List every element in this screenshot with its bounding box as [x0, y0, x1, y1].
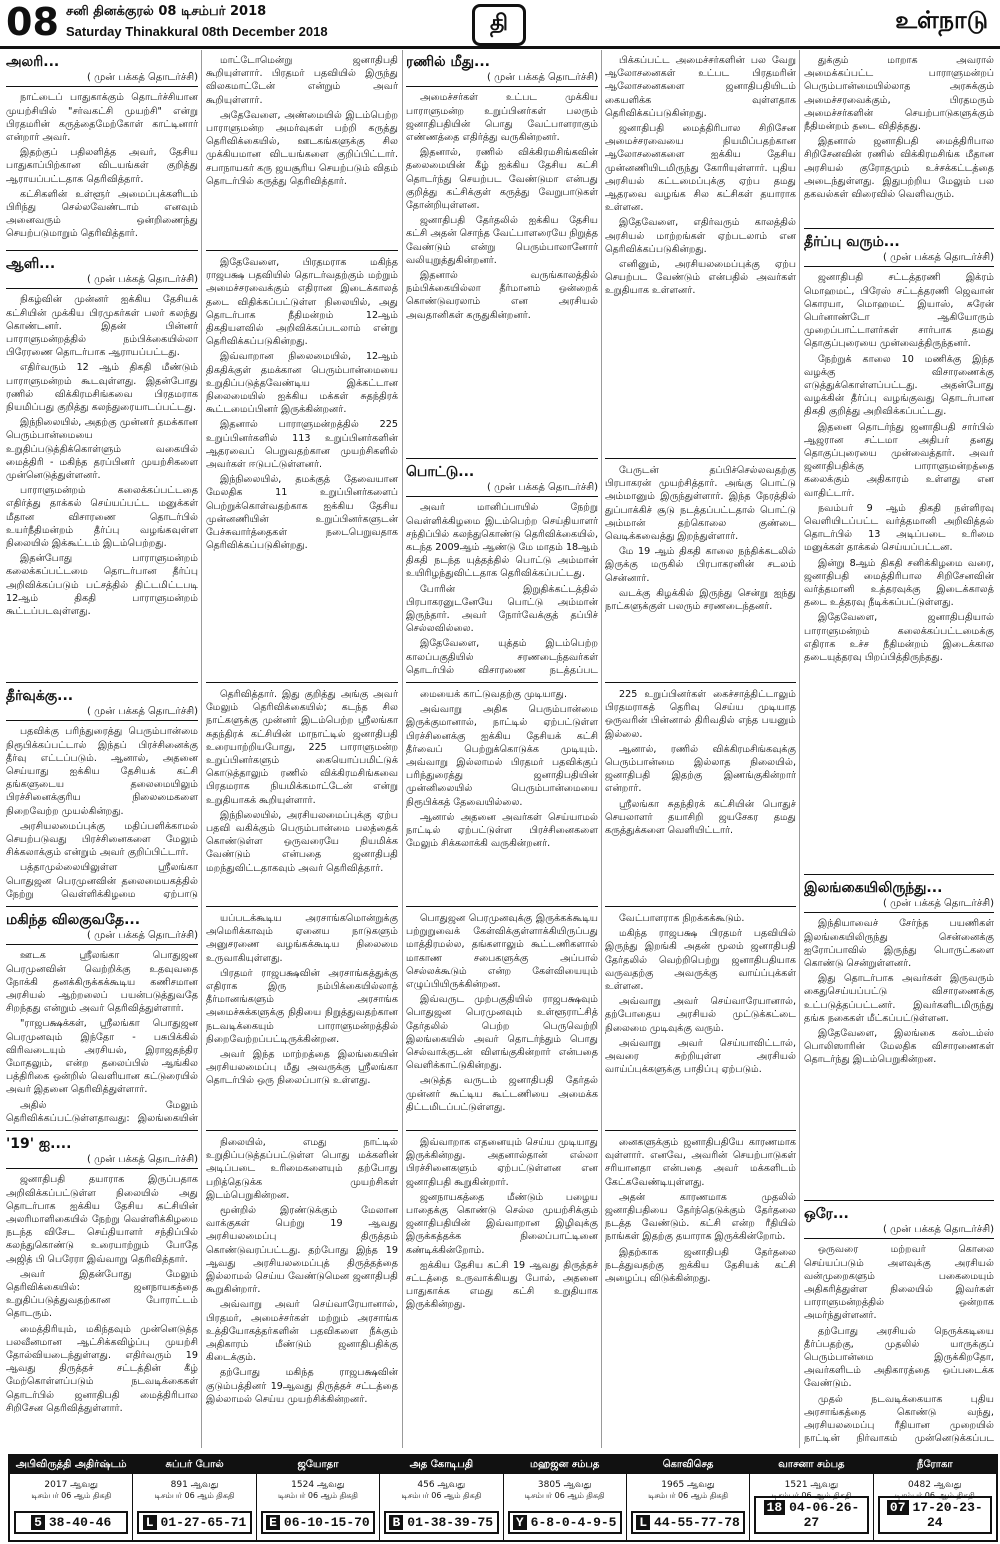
article-paragraph: இன்று 8ஆம் திகதி சனிக்கிழமை வரை, ஜனாதிபதி மைத்திரிபால சிறிசேனவின் வர்த்தமானி உத்தரவுக்கு இடைக்காலத் தடை உத்தரவு நீடிக்கப்பட்டுள்ளது. — [804, 557, 994, 609]
article-paragraph: துக்கும் மாறாக அவரால் அமைக்கப்பட்ட பாராளுமன்றப் பெரும்பான்மையில்லாத அரசுக்கும் அமைச்சரவைக்கும், பிரதமரும் அமைச்சர்களின் செயற்பாடுகளுக்கும் நீதிமன்றம் தடை விதித்தது. — [804, 55, 994, 133]
lottery-number: 04-06-26-27 — [789, 1500, 860, 1530]
article-paragraph: முதல் நடவடிக்கையாக புதிய அரசாங்கத்தை கொண்டு வந்து, அரசியலமைப்பு ரீதியான முறையில் நாட்டின் நிர்வாகம் முன்னெடுக்கப்பட — [804, 1393, 994, 1445]
article-kicker: ஆளி... — [6, 256, 56, 272]
tamil-date: சனி தினக்குரல் 08 டிசம்பர் 2018 — [66, 4, 267, 19]
lottery-prefix: 18 — [764, 1500, 786, 1515]
article-paragraph: அமைச்சர்கள் உட்பட முக்கிய பாராளுமன்ற உறுப்பினர்கள் பலரும் ஜனாதிபதியின் பொது வேட்பாளராகும் எண்ணத்தை எதிர்த்து வருகின்றனர். — [406, 92, 598, 144]
article-paragraph: "ராஜபக்ஷக்கள், ஸ்ரீலங்கா பொதுஜன பெரமுனவும் இந்தோ - பசுபிக்கில் விரிவடையும் அரசியல், இராஜதந்திர மோதலும், என்ற தலைப்பில் ஆங்கில பத்திரிகை ஒன்றில் வெளியான கட்டுரையில் அவர் இதனை தெரிவித்துள்ளார். — [6, 1018, 198, 1096]
article-paragraph: இதேவேளை, யுத்தம் இடம்பெற்ற காலப்பகுதியில் சரணடைந்தவர்கள் தொடர்பில் விசாரணை நடத்தப்பட — [406, 638, 598, 676]
article-paragraph: இந்நிலையில், தமக்குத் தேவையான மேலதிக 11 உறுப்பினர்களைப் பெற்றுக்கொள்வதற்காக ஐக்கிய தேசிய முன்னணியின் உறுப்பினர்களுடன் பேச்சுவார்த்தைகள் நடைபெறுவதாக தெரிவிக்கப்படுகின்றது. — [206, 474, 398, 552]
lottery-number: 01-27-65-71 — [160, 1515, 247, 1530]
lottery-number: 01-38-39-75 — [407, 1515, 494, 1530]
article-paragraph: இதற்குப் பதிலளித்த அவர், தேசிய பாதுகாப்பிற்கான விடயங்கள் குறித்து ஆராயப்பட்டதாக தெரிவித்தார். — [6, 147, 198, 185]
lottery-date: டிசம்பர் 06 ஆம் திகதி — [894, 1491, 975, 1500]
article-paragraph: தற்போது அரசியல் நெருக்கடியை தீர்ப்பதற்கு, முதலில் யாருக்குப் பெரும்பான்மை இருக்கிறதோ, அவர்களிடம் அதிகாரத்தை ஒப்படைக்க வேண்டும். — [804, 1325, 994, 1390]
article-paragraph: இதேவேளை, பிரதமராக மகிந்த ராஜபக்ஷ பதவியில் தொடர்வதற்கும் மற்றும் அமைச்சரவைக்கும் எதிரான இடைக்காலத் தடை விதிக்கப்பட்டுள்ள நிலையில், அது தொடர்பாக நீதிமன்றம் 12ஆம் திகதியளவில் அறிவிக்கப்படலாம் என்று தெரிவிக்கப்படுகின்றது. — [206, 257, 398, 348]
lottery-draw: 891 ஆவது — [170, 1480, 219, 1490]
article-paragraph: அதில் மேலும் தெரிவிக்கப்பட்டுள்ளதாவது: இலங்கையின் — [6, 1099, 198, 1124]
lottery-result — [261, 1511, 375, 1534]
article-paragraph: தெரிவித்தார். இது குறித்து அங்கு அவர் மேலும் தெரிவிக்கையில்; கடந்த சில நாட்களுக்கு முன்னர் இடம்பெற்ற ஸ்ரீலங்கா சுதந்திரக் கட்சியின் மாநாட்டில் ஜனாதிபதி உரையாற்றியபோது, 225 பாராளுமன்ற உறுப்பினர்களும் கையொப்பமிட்டுக் கொடுத்தாலும் ரணில் விக்கிரமசிங்கவை பிரதமராக நியமிக்கமாட்டேன் என்று உறுதியாகக் கூறியுள்ளார். — [206, 689, 398, 806]
article-col3-e — [406, 1136, 598, 1446]
lottery-draw: 0482 ஆவது — [908, 1480, 962, 1490]
article-paragraph: 225 உறுப்பினர்கள் கைச்சாத்திட்டாலும் பிரதமராகத் தெரிவு செய்ய முடியாத ஒருவரின் பின்னால் திரிவதில் எந்த பயனும் இல்லை. — [605, 689, 796, 740]
lottery-name: சுப்பர் போல் — [133, 1456, 255, 1474]
lottery-draw: 3805 ஆவது — [537, 1480, 592, 1490]
lottery-date: டிசம்பர் 06 ஆம் திகதி — [771, 1491, 852, 1500]
continued-label: ( முன் பக்கத் தொடர்ச்சி) — [6, 1153, 198, 1169]
lottery-result — [137, 1511, 251, 1534]
article-col4-d — [605, 912, 796, 1126]
lottery-date: டிசம்பர் 06 ஆம் திகதி — [31, 1491, 112, 1500]
article-paragraph: மையைக் காட்டுவதற்கு முடியாது. — [420, 689, 568, 700]
article-paragraph: அரசியலமைப்புக்கு மதிப்பளிக்காமல் செயற்படுவது பிரச்சினைகளை மேலும் சிக்கலாக்கும் என்றும் அவர் குறிப்பிட்டார். — [6, 820, 198, 859]
article-paragraph: இவ்வாறாக எதனையும் செய்ய முடியாது இருக்கின்றது. அதனால்தான் எல்லா பிரச்சினைகளும் ஏற்பட்டுள்ளன என ஜனாதிபதி கூறுகின்றார். — [406, 1137, 598, 1188]
article-col4-c — [605, 688, 796, 902]
article-paragraph: ஜனாதிபதி தயாராக இருப்பதாக அறிவிக்கப்பட்டுள்ள நிலையில் அது தொடர்பாக ஐக்கிய தேசிய கட்சியின் அலரிமாளிகையில் நேற்று வெள்ளிக்கிழமை நடந்த விசேட செய்தியாளர் சந்திப்பில் கலந்துகொண்டு உரையாற்றும் போதே அஜித் பி பெரேரா இவ்வாறு தெரிவித்தார். — [6, 1174, 198, 1265]
article-paragraph: வேட்பாளராக நிறக்கக்கூடும். — [619, 913, 745, 924]
article-paragraph: நேற்றுக் காலை 10 மணிக்கு இந்த வழக்கு விசாரணைக்கு எடுத்துக்கொள்ளப்பட்டது. அதன்போது வழக்கின் தீர்ப்பு வழங்குவது தொடர்பான திகதி குறித்து அறிவிக்கப்பட்டது. — [804, 353, 994, 418]
article-paragraph: பொதுஜன பெரமுனவுக்கு இருக்கக்கூடிய பற்றுறுவைக் கேள்விக்குள்ளாக்கியிருப்பது மாத்திரமல்ல, தங்களாலும் கூட்டணிகளால் மாகாண சபைகளுக்கு அப்பால் செல்லக்கூடும் என்ற கேள்வியையும் எழுப்பியிருக்கின்றன. — [406, 913, 598, 991]
article-paragraph: நிகழ்வின் முன்னர் ஐக்கிய தேசியக் கட்சியின் முக்கிய பிரமுகர்கள் பலர் கலந்து கொண்டனர். இதன் பின்னர் பாராளுமன்றத்தில் நம்பிக்கையில்லா பிரேரணை தொடர்பாக ஆராயப்பட்டது. — [6, 294, 198, 359]
article-col2-c — [206, 688, 398, 902]
lottery-result — [14, 1511, 128, 1534]
article-paragraph: மூன்றில் இரண்டுக்கும் மேலான வாக்குகள் பெற்று 19 ஆவது அரசியலமைப்பு திருத்தம் கொண்டுவரப்பட்டது. தற்போது இந்த 19 ஆவது அரசியலமைப்புத் திருத்தத்தை இல்லாமல் செய்ய வேண்டுமென ஜனாதிபதி கூறுகின்றார். — [206, 1205, 398, 1296]
lottery-item — [504, 1456, 627, 1540]
article-paragraph: போரின் இறுதிக்கட்டத்தில் பிரபாகரனுடனேயே பொட்டு அம்மான் இருந்தார். அவர் நோர்வேக்குத் தப்பிச் செல்லவில்லை. — [406, 583, 598, 635]
page-header — [0, 0, 1000, 49]
continued-label: ( முன் பக்கத் தொடர்ச்சி) — [6, 929, 198, 945]
article-paragraph: அவர் இந்த மாற்றத்தை இலங்கையின் அரசியலமைப்பு மீது அவருக்கு ஸ்ரீலங்கா தொடர்பில் ஒரு நிலைப்பாடு உள்ளது. — [206, 1049, 398, 1087]
lottery-name: அத கோடிபதி — [380, 1456, 502, 1474]
lottery-name: மஹஜன சம்பத — [504, 1456, 626, 1474]
article-paragraph: மாட்டோமென்று ஜனாதிபதி கூறியுள்ளார். பிரதமர் பதவியில் இருந்து விலகமாட்டேன் என்றும் அவர் கூறியுள்ளார். — [206, 55, 398, 106]
lottery-item — [380, 1456, 503, 1540]
article-paragraph: இதனால் வருங்காலத்தில் நம்பிக்கையில்லா தீர்மானம் ஒன்றைக் கொண்டுவரலாம் என அரசியல் அவதானிகள் கருதுகின்றனர். — [406, 270, 598, 321]
article-paragraph: மே 19 ஆம் திகதி காலை நந்திக்கடலில் இருக்கு மருகில் பிரபாகரனின் சடலம் சென்னார். — [605, 546, 796, 584]
article-paragraph: ஆனால், ரணில் விக்கிரமசிங்கவுக்கு பெரும்பான்மை இல்லாத நிலையில், ஜனாதிபதி இதற்கு இணங்குகின்றார் என்றார். — [605, 743, 796, 795]
article-kicker: ஒரே... — [804, 1206, 849, 1222]
article-paragraph: இதற்காக ஜனாதிபதி தேர்தலை நடத்துவதற்கு ஐக்கிய தேசியக் கட்சி அழைப்பு விடுக்கின்றது. — [605, 1246, 796, 1285]
article-paragraph: இவ்வாறான நிலைமையில், 12ஆம் திகதிக்குள் தமக்கான பெரும்பான்மையை உறுதிப்படுத்தவேண்டிய இக்கட்டான நிலைமையில் ஐக்கிய மக்கள் சுதந்திரக் கூட்டமைப்பினர் இருக்கின்றனர். — [206, 351, 398, 416]
continued-label: ( முன் பக்கத் தொடர்ச்சி) — [6, 71, 198, 87]
article-col2-b — [206, 256, 398, 678]
article-col3-c — [406, 688, 598, 902]
lottery-result — [631, 1511, 745, 1534]
article-paragraph: இதேவேளை, எதிர்வரும் காலத்தில் அரசியல் மாற்றங்கள் ஏற்படலாம் என தெரிவிக்கப்படுகின்றது. — [605, 217, 796, 255]
article-paragraph: அவ்வாறு அவர் செய்யாவிட்டால், அவரை சுற்றியுள்ள அரசியல் வாய்ப்புக்களுக்கு பாதிப்பு ஏற்படும். — [605, 1037, 796, 1076]
article-kicker: ரணில் மீது... — [406, 54, 490, 70]
article-paragraph: பதவிக்கு பரிந்துரைத்து பெரும்பான்மை நிரூபிக்கப்பட்டால் இந்தப் பிரச்சினைக்கு தீர்வு எட்டப்படும். ஆனால், அதனை செய்யாது ஐக்கிய தேசியக் கட்சி தங்களுடைய தலைமையிலும் பிரச்சினைக்குரிய நிலைமைகளை நிறைவேற்ற முயல்கின்றது. — [6, 726, 198, 817]
lottery-date: டிசம்பர் 06 ஆம் திகதி — [648, 1491, 729, 1500]
article-paragraph: பத்தாமுல்லையிலுள்ள ஸ்ரீலங்கா பொதுஜன பெரமுனவின் தலைமையகத்தில் நேற்று வெள்ளிக்கிழமை ஏற்பாடு — [6, 862, 198, 900]
lottery-prefix: E — [266, 1515, 280, 1530]
lottery-number: 6-8-0-4-9-5 — [530, 1515, 617, 1530]
article-paragraph: இந்நிலையில், அதற்கு முன்னர் தமக்கான பெரும்பான்மையை உறுதிப்படுத்திக்கொள்ளும் வகையில் மைத்திரி - மகிந்த தரப்பினர் முயற்சிகளை முன்னெடுத்துள்ளனர். — [6, 417, 198, 482]
lottery-date: டிசம்பர் 06 ஆம் திகதி — [524, 1491, 605, 1500]
lottery-name: கொவிசெத — [627, 1456, 749, 1474]
article-paragraph: அவ்வாறு அவர் செய்வாரேயானால், பிரதமர், அமைச்சர்கள் மற்றும் அரசாங்க உத்தியோகத்தர்களின் பதவிகளை நீக்கும் அதிகாரம் மீண்டும் ஜனாதிபதிக்கு கிடைக்கும். — [206, 1299, 398, 1364]
article-paragraph: ஸ்ரீலங்கா சுதந்திரக் கட்சியின் பொதுச் செயலாளர் தயாசிறி ஜயசேகர தமது கருத்துக்களை வெளியிட்டார். — [605, 798, 796, 837]
lottery-draw: 1521 ஆவது — [784, 1480, 839, 1490]
article-paragraph: அவ்வாறு அவர் செய்வாரேயானால், தற்போதைய அரசியல் முட்டுக்கட்டை நிலைமை முடிவுக்கு வரும். — [605, 996, 796, 1034]
lottery-number: 17-20-23-24 — [912, 1500, 983, 1530]
article-paragraph: ஜனாதிபதி சட்டத்தரணி இக்ரம் மொஹமட், பிரேஸ் சட்டத்தரணி ஜெவான் கொரயா, மொஹமட் இயாஸ், சுரேன் பெர்னாண்டோ ஆகியோரும் முறைப்பாட்டாளர்கள் சார்பாக தமது தொகுப்புரையை முன்வைத்திருந்தனர். — [804, 272, 994, 350]
lottery-name: ஜயோதா — [257, 1456, 379, 1474]
column-divider — [601, 50, 602, 1448]
article-paragraph: ஐக்கிய தேசிய கட்சி 19 ஆவது திருத்தச் சட்டத்தை உருவாக்கியது போல், அதனை பாதுகாக்க எமது கட்சி உறுதியாக இருக்கின்றது. — [406, 1259, 598, 1311]
article-aali — [6, 256, 198, 678]
article-paragraph: வடக்கு கிழக்கில் இருந்து சென்று ஐந்து நாட்களுக்குள் பலரும் சரணடைந்தனர். — [605, 587, 796, 613]
lottery-draw: 456 ஆவது — [417, 1480, 466, 1490]
lottery-number: 38-40-46 — [48, 1515, 112, 1530]
lottery-prefix: 07 — [887, 1500, 909, 1515]
lottery-name: நீரோகா — [874, 1456, 996, 1474]
article-kicker: மகிந்த விலகுவதே... — [6, 912, 141, 928]
article-paragraph: பிரதமர் ராஜபக்ஷவின் அரசாங்கத்துக்கு எதிராக இரு நம்பிக்கையில்லாத் தீர்மானங்களும் அரசாங்க அமைச்சுக்களுக்கு நிதியை நிறுத்துவதற்கான நடவடிக்கையும் பாராளுமன்றத்தில் நிறைவேற்றப்பட்டிருக்கின்றன. — [206, 967, 398, 1045]
article-col4-a — [605, 54, 796, 454]
article-paragraph: ஜனநாயகத்தை மீண்டும் பழைய பாதைக்கு கொண்டு செல்ல முயற்சிக்கும் ஜனாதிபதியின் இவ்வாறான இழிவுக்கு இருக்கத்தக்க நிலைப்பாட்டினை கண்டிக்கின்றோம். — [406, 1191, 598, 1256]
column-divider — [201, 50, 202, 1448]
article-paragraph: எனினும், அரசியலமைப்புக்கு ஏற்ப செயற்பட வேண்டும் என்பதில் அவர்கள் உறுதியாக உள்ளனர். — [605, 259, 796, 297]
lottery-draw: 1524 ஆவது — [291, 1480, 345, 1490]
article-paragraph: பாராளுமன்றம் கலைக்கப்பட்டதை எதிர்த்து தாக்கல் செய்யப்பட்ட மனுக்கள் மீதான விசாரணை தொடர்பில் உயர்நீதிமன்றம் தீர்ப்பு வழங்கவுள்ள நிலையில் இக்கூட்டம் இடம்பெற்றது. — [6, 485, 198, 550]
newspaper-logo: தி — [472, 4, 526, 46]
continued-label: ( முன் பக்கத் தொடர்ச்சி) — [406, 481, 598, 497]
lottery-results-strip — [8, 1454, 998, 1542]
article-paragraph: நவம்பர் 9 ஆம் திகதி நள்ளிரவு வெளியிடப்பட்ட வர்த்தமானி அறிவித்தல் தொடர்பில் 13 அடிப்படை உரிமை மனுக்கள் தாக்கல் செய்யப்பட்டன. — [804, 502, 994, 554]
article-paragraph: எதிர்வரும் 12 ஆம் திகதி மீண்டும் பாராளுமன்றம் கூடவுள்ளது. இதன்போது ரணில் விக்கிரமசிங்கவை பிரதமராக நியமிப்பது குறித்து கலந்துரையாடப்பட்டது. — [6, 362, 198, 414]
article-paragraph: இதனால், ரணில் விக்கிரமசிங்கவின் தலைமையின் கீழ் ஐக்கிய தேசிய கட்சி தொடர்ந்து செயற்பட வேண்டுமா என்பது குறித்து கட்சிக்குள் கருத்து வேறுபாடுகள் தோன்றியுள்ளன. — [406, 147, 598, 212]
lottery-date: டிசம்பர் 06 ஆம் திகதி — [401, 1491, 482, 1500]
article-ranil — [406, 54, 598, 454]
continued-label: ( முன் பக்கத் தொடர்ச்சி) — [406, 71, 598, 87]
article-paragraph: இந்நிலையில், அரசியலமைப்புக்கு ஏற்ப பதவி வகிக்கும் பெரும்பான்மை பலத்தைக் கொண்டுள்ள ஒருவரையே நியமிக்க வேண்டும் என்பதை ஜனாதிபதி மறந்துவிட்டதாகவும் அவர் தெரிவித்தார். — [206, 809, 398, 874]
lottery-item — [133, 1456, 256, 1540]
column-divider — [799, 50, 800, 1448]
lottery-prefix: B — [389, 1515, 403, 1530]
article-paragraph: இவ்வருட முற்பகுதியில் ராஜபக்ஷவும் பொதுஜன பெரமுனவும் உள்ளூராட்சித் தேர்தலில் பெற்ற பெருவெற்றி இலங்கையில் அவர் தொடர்ந்தும் பொது செல்வாக்குடன் விளங்குகின்றார் என்பதை வெளிக்காட்டுகின்றது. — [406, 994, 598, 1072]
article-paragraph: இதன்போது பாராளுமன்றம் கலைக்கப்பட்டமை தொடர்பான தீர்ப்பு அறிவிக்கப்படும் பட்சத்தில் திட்டமிட்டபடி 12ஆம் திகதி பாராளுமன்றம் கூட்டப்படவுள்ளது. — [6, 553, 198, 618]
article-paragraph: ஊடக ஸ்ரீலங்கா பொதுஜன பெரமுனவின் வெற்றிக்கு உதவுவதை நோக்கி தனக்கிருக்கக்கூடிய கணிசமான அரசியல் ஆற்றலைப் பயன்படுத்துவதே சிறந்தது என்றும் அவர் தெரிவித்துள்ளார். — [6, 950, 198, 1015]
continued-label: ( முன் பக்கத் தொடர்ச்சி) — [6, 273, 198, 289]
english-date: Saturday Thinakkural 08th December 2018 — [66, 24, 328, 39]
lottery-result — [384, 1511, 498, 1534]
article-paragraph: யப்படக்கூடிய அரசாங்கமொன்றுக்கு அமெரிக்காவும் ஏனைய நாடுகளும் அனுசரணை வழங்கக்கூடிய நிலைமை உருவாகியுள்ளது. — [206, 913, 398, 964]
article-theerpu — [804, 234, 994, 870]
lottery-date: டிசம்பர் 06 ஆம் திகதி — [277, 1491, 358, 1500]
lottery-prefix: L — [636, 1515, 650, 1530]
article-paragraph: நாட்டைப் பாதுகாக்கும் தொடர்ச்சியான முயற்சியில் "சர்வகட்சி முயற்சி" என்று பிரதமரின் கருத்தைமேற்கோள் காட்டினார் என்றார் அவர். — [6, 92, 198, 144]
page-number: 08 — [6, 0, 59, 44]
article-kicker: அலரி... — [6, 54, 60, 70]
article-pottu — [406, 464, 598, 678]
lottery-result — [878, 1496, 992, 1534]
article-paragraph: னைகளுக்கும் ஜனாதிபதியே காரணமாக வுள்ளார். எனவே, அவரின் செயற்பாடுகள் சரியானதா என்பதை அவர் மக்களிடம் கேட்கவேண்டியுள்ளது. — [605, 1137, 796, 1188]
article-col2-e — [206, 1136, 398, 1446]
lottery-number: 44-55-77-78 — [654, 1515, 740, 1530]
continued-label: ( முன் பக்கத் தொடர்ச்சி) — [804, 897, 994, 913]
lottery-prefix: L — [143, 1515, 157, 1530]
article-col2-a — [206, 54, 398, 250]
article-kicker: தீர்வுக்கு... — [6, 688, 74, 704]
lottery-item — [874, 1456, 996, 1540]
column-divider — [402, 50, 403, 1448]
article-paragraph: அதன் காரணமாக முதலில் ஜனாதிபதியை தேர்ந்தெடுக்கும் தேர்தலை நடத்த வேண்டும். கட்சி என்ற ரீதியில் நாங்கள் இதற்கு தயாராக இருக்கின்றோம். — [605, 1191, 796, 1243]
article-kicker: '19' ஐ.... — [6, 1136, 72, 1152]
article-paragraph: இதேவேளை, இலங்கை கஸ்டம்ஸ் பொலிஸாரின் மேலதிக விசாரணைகள் தொடர்ந்து இடம்பெறுகின்றன. — [804, 1028, 994, 1066]
article-paragraph: ஜனாதிபதி தேர்தலில் ஐக்கிய தேசிய கட்சி அதன் சொந்த வேட்பாளரையே நிறுத்த வேண்டும் என்று பெரும்பாலானோர் வலியுறுத்துகின்றனர். — [406, 215, 598, 266]
article-paragraph: மகிந்த ராஜபக்ஷ பிரதமர் பதவியில் இருந்து இறங்கி அதன் மூலம் ஜனாதிபதி தேர்தலில் வெற்றிபெற்று ஜனாதிபதியாக வருவதற்கு அவருக்கு வாய்ப்புக்கள் உள்ளன. — [605, 928, 796, 993]
article-paragraph: அடுத்த வருடம் ஜனாதிபதி தேர்தல் முன்னர் கூட்டிய கூட்டணியை அமைக்க திட்டமிடப்பட்டுள்ளது. — [406, 1075, 598, 1113]
lottery-prefix: Y — [513, 1515, 527, 1530]
article-paragraph: இதேவேளை, ஜனாதிபதியால் பாராளுமன்றம் கலைக்கப்பட்டமைக்கு எதிராக உச்ச நீதிமன்றம் இடைக்கால தடையுத்தரவு பிறப்பித்திருந்தது. — [804, 612, 994, 664]
article-paragraph: நிலையில், எமது நாட்டில் உறுதிப்படுத்தப்பட்டுள்ள பொது மக்களின் அடிப்படை உரிமைகளையும் தற்போது பறித்தெடுக்க முயற்சிகள் இடம்பெறுகின்றன. — [206, 1137, 398, 1201]
article-paragraph: இதனால் பாராளுமன்றத்தில் 225 உறுப்பினர்களில் 113 உறுப்பினர்களின் ஆதரவைப் பெறுவதற்கான முயற்சிகளில் அவர்கள் ஈடுபட்டுள்ளனர். — [206, 419, 398, 471]
continued-label: ( முன் பக்கத் தொடர்ச்சி) — [804, 1223, 994, 1239]
article-paragraph: இதனை தொடர்ந்து ஜனாதிபதி சார்பில் ஆஜரான சட்டமா அதிபர் தனது தொகுப்புரையை முன்வைத்தார். அவர் ஜனாதிபதிக்கு பாராளுமன்றத்தை கலைக்கும் அதிகாரம் உள்ளது என வாதிட்டார். — [804, 421, 994, 499]
article-theervukku — [6, 688, 198, 902]
lottery-result — [754, 1496, 868, 1534]
lottery-name: அபிவிருத்தி அதிர்ஷ்டம் — [10, 1456, 132, 1474]
lottery-result — [508, 1511, 622, 1534]
lottery-date: டிசம்பர் 06 ஆம் திகதி — [154, 1491, 235, 1500]
article-paragraph: ஒருவரை மற்றவர் கொலை செய்யப்படும் அளவுக்கு அரசியல் வன்முறைகளும் பகைமையும் அதிகரித்துள்ள நிலையில் இவர்கள் பாராளுமன்றத்தில் ஒன்றாக அமர்ந்துள்ளனர். — [804, 1244, 994, 1322]
article-col4-e — [605, 1136, 796, 1446]
lottery-item — [750, 1456, 873, 1540]
article-kicker: இலங்கையிலிருந்து... — [804, 880, 943, 896]
article-paragraph: மைத்திரியும், மகிந்தவும் முன்னெடுத்த பலவீனமான ஆட்சிக்கவிழ்ப்பு முயற்சி தோல்வியடைந்துள்ளது. எதிர்வரும் 19 ஆவது திருத்தச் சட்டத்தின் கீழ் மேற்கொள்ளப்படும் நடவடிக்கைகள் தொடர்பில் ஜனாதிபதி மைத்திரிபால சிறிசேன தெரிவித்துள்ளார். — [6, 1323, 198, 1414]
article-paragraph: அவ்வாறு அதிக பெரும்பான்மை இருக்குமானால், நாட்டில் ஏற்பட்டுள்ள பிரச்சினைக்கு ஐக்கிய தேசியக் கட்சி தீர்வைப் பெற்றுக்கொடுக்க முடியும். அவ்வாறு இல்லாமல் பிரதமர் பதவிக்குப் பரிந்துரைத்து ஜனாதிபதியின் முன்னிலையில் பெரும்பான்மையை நிரூபிக்கத் தேவையில்லை. — [406, 704, 598, 808]
article-col2-d — [206, 912, 398, 1126]
article-col3-d — [406, 912, 598, 1126]
article-paragraph: இந்தியாவைச் சேர்ந்த பயணிகள் இலங்கையிலிருந்து சென்னைக்கு ஐரோப்பாவில் இருந்து பொருட்களை கொண்டு சென்றுள்ளனர். — [804, 918, 994, 970]
continued-label: ( முன் பக்கத் தொடர்ச்சி) — [6, 705, 198, 721]
article-paragraph: இது தொடர்பாக அவர்கள் இருவரும் கைதுசெய்யப்பட்டு விசாரணைக்கு உட்படுத்தப்பட்டனர். இவர்களிடமிருந்து தங்க நகைகள் மீட்கப்பட்டுள்ளன. — [804, 973, 994, 1024]
article-paragraph: இதனால் ஜனாதிபதி மைத்திரிபால சிறிசேனவின் ரணில் விக்கிரமசிங்க மீதான அரசியல் குரோதமும் உச்சக்கட்டத்தை அடைந்துள்ளது. இதுபற்றிய மேலும் பல தகவல்கள் விரைவில் வெளிவரும். — [804, 136, 994, 201]
article-col5-a — [804, 54, 994, 224]
article-alari — [6, 54, 198, 246]
article-paragraph: அவர் இதன்போது மேலும் தெரிவிக்கையில்: ஜனநாயகத்தை உறுதிப்படுத்துவதற்கான போராட்டம் தொடரும். — [6, 1268, 198, 1320]
article-paragraph: அதேவேளை, அண்மையில் இடம்பெற்ற பாராளுமன்ற அமர்வுகள் பற்றி கருத்து தெரிவிக்கையில், ஊடகங்களுக்கு சில முக்கியமான விடயங்களை குறிப்பிட்டார். சபாநாயகர் கரு ஜயசூரிய செயற்படும் விதம் தொடர்பில் கருத்து தெரிவித்தார். — [206, 109, 398, 187]
article-kicker: தீர்ப்பு வரும்... — [804, 234, 900, 250]
article-paragraph: ஆனால் அதனை அவர்கள் செய்யாமல் நாட்டில் ஏற்பட்டுள்ள பிரச்சினைகளை மேலும் சிக்கலாக்கி வருகின்றனர். — [406, 811, 598, 850]
article-kicker: பொட்டு... — [406, 464, 475, 480]
lottery-number: 06-10-15-70 — [283, 1515, 370, 1530]
article-paragraph: ஜனாதிபதி மைத்திரிபால சிறிசேன அமைச்சரவையை நியமிப்பதற்கான ஆலோசனைகளை ஐக்கிய தேசிய முன்னணியிடமிருந்து கோரியுள்ளார். புதிய அரசியல் கட்டமைப்புக்கு ஏற்ப தமது ஆதரவை வழங்க சில கட்சிகள் தயாராக உள்ளன. — [605, 123, 796, 214]
lottery-item — [627, 1456, 750, 1540]
lottery-item — [257, 1456, 380, 1540]
article-col4-b — [605, 464, 796, 678]
continued-label: ( முன் பக்கத் தொடர்ச்சி) — [804, 251, 994, 267]
lottery-prefix: 5 — [31, 1515, 45, 1530]
article-paragraph: அவர் மானிப்பாயில் நேற்று வெள்ளிக்கிழமை இடம்பெற்ற செய்தியாளர் சந்திப்பில் கலந்துகொண்டு தெரிவிக்கையில், கடந்த 2009ஆம் ஆண்டு மே மாதம் 18ஆம் திகதி நடந்த யுத்தத்தில் பொட்டு அம்மான் உயிரிழந்துவிட்டதாக தெரிவிக்கப்பட்டது. — [406, 502, 598, 580]
article-paragraph: தற்போது மகிந்த ராஜபக்ஷவின் குடும்பத்தினர் 19ஆவது திருத்தச் சட்டத்தை இல்லாமல் செய்ய முயற்சிக்கின்றனர். — [206, 1367, 398, 1405]
article-ore — [804, 1206, 994, 1446]
article-paragraph: பேருடன் தப்பிச்செல்லவதற்கு பிரபாகரன் முயற்சித்தார். அங்கு பொட்டு அம்மானும் இருந்துள்ளார். இந்த நேரத்தில் துப்பாக்கிச் சூடு நடத்தப்பட்டதால் பொட்டு அம்மான் தற்கொலை குண்டை வெடிக்கவைத்து இறந்துள்ளார். — [605, 465, 796, 543]
article-mahinda — [6, 912, 198, 1126]
lottery-name: வாசனா சம்பத — [750, 1456, 872, 1474]
lottery-draw: 1965 ஆவது — [661, 1480, 715, 1490]
article-19 — [6, 1136, 198, 1446]
article-ilangai — [804, 880, 994, 1196]
article-paragraph: கட்சிகளின் உள்ளூர் அமைப்புக்களிடம் பிரிந்து செல்லவேண்டாம் எனவும் அனைவரும் ஒன்றிணைந்து செயற்படுமாறும் தெரிவித்தார். — [6, 188, 198, 240]
article-paragraph: பிக்கப்பட்ட அமைச்சர்களின் பல வேறு ஆலோசனைகள் உட்பட பிரதமரின் ஆலோசனைகளை ஜனாதிபதியிடம் கையளிக்க வுள்ளதாக தெரிவிக்கப்படுகின்றது. — [605, 55, 796, 119]
section-title: உள்நாடு — [895, 6, 988, 34]
lottery-draw: 2017 ஆவது — [44, 1480, 98, 1490]
lottery-item — [10, 1456, 133, 1540]
